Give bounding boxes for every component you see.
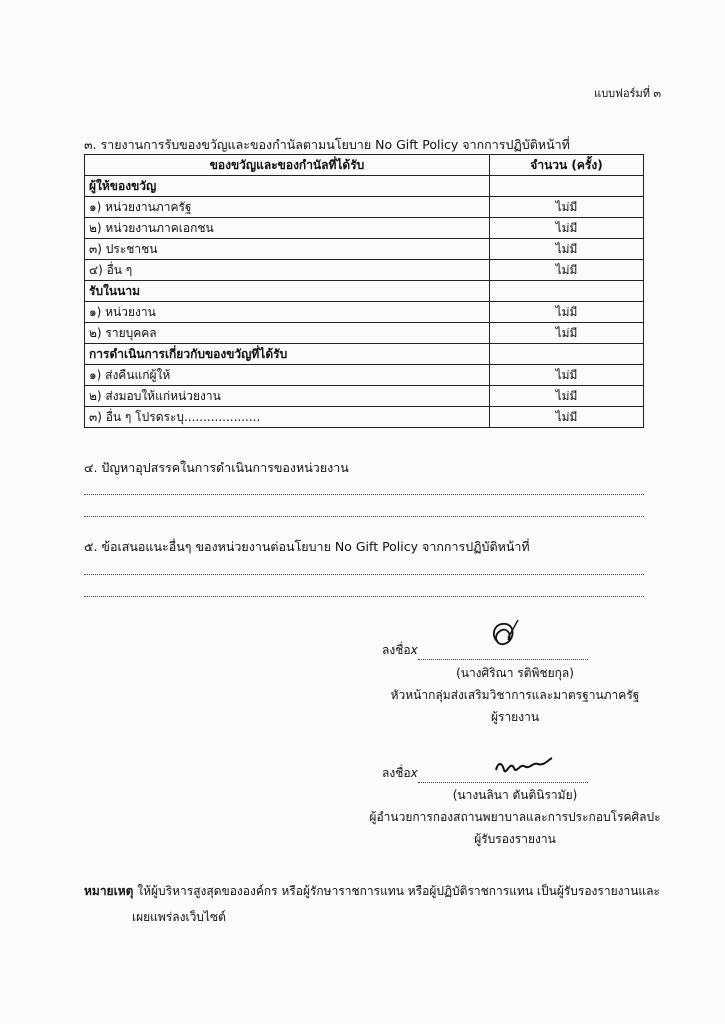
signature1-scribble bbox=[484, 616, 544, 652]
table-row bbox=[85, 365, 644, 386]
table-row bbox=[85, 302, 644, 323]
signature2-scribble bbox=[492, 752, 556, 780]
form-number: แบบฟอร์มที่ ๓ bbox=[594, 87, 661, 100]
signature2-role: ผู้รับรองรายงาน bbox=[474, 832, 556, 846]
row-label: ๒) ส่งมอบให้แก่หน่วยงาน bbox=[85, 386, 490, 407]
signature2-mark: x bbox=[410, 766, 418, 780]
table-group-row bbox=[85, 176, 644, 197]
signature2-label: ลงชื่อ bbox=[382, 766, 411, 780]
signature2-position: ผู้อำนวยการกองสถานพยาบาลและการประกอบโรคศิลปะ bbox=[369, 810, 661, 824]
section5-blank-line-1 bbox=[84, 574, 644, 575]
row-count bbox=[490, 344, 644, 365]
row-count: ไม่มี bbox=[490, 197, 644, 218]
signature1-mark: x bbox=[410, 643, 418, 657]
row-label: ๓) อื่น ๆ โปรดระบุ.................... bbox=[85, 407, 490, 428]
signature2-name: (นางนลินา ตันตินิรามัย) bbox=[452, 788, 578, 802]
signature1-role: ผู้รายงาน bbox=[490, 710, 540, 724]
row-label: ๒) รายบุคคล bbox=[85, 323, 490, 344]
table-row bbox=[85, 323, 644, 344]
signature1-position: หัวหน้ากลุ่มส่งเสริมวิชาการและมาตรฐานภาครัฐ bbox=[390, 688, 640, 702]
table-row bbox=[85, 218, 644, 239]
row-label: ๔) อื่น ๆ bbox=[85, 260, 490, 281]
row-label: ๑) หน่วยงาน bbox=[85, 302, 490, 323]
row-label: ๒) หน่วยงานภาคเอกชน bbox=[85, 218, 490, 239]
table-row bbox=[85, 407, 644, 428]
row-label: ๑) หน่วยงานภาครัฐ bbox=[85, 197, 490, 218]
row-label: ผู้ให้ของขวัญ bbox=[85, 176, 490, 197]
section5-title: ๕. ข้อเสนอแนะอื่นๆ ของหน่วยงานต่อนโยบาย No Gift Policy จากการปฏิบัติหน้าที่ bbox=[84, 539, 530, 554]
section3-title: ๓. รายงานการรับของขวัญและของกำนัลตามนโยบาย No Gift Policy จากการปฏิบัติหน้าที่ bbox=[84, 137, 570, 152]
signature1-label: ลงชื่อ bbox=[382, 643, 411, 657]
row-count: ไม่มี bbox=[490, 239, 644, 260]
note-text-continued: เผยแพร่ลงเว็บไซต์ bbox=[132, 910, 226, 924]
section4-blank-line-2 bbox=[84, 516, 644, 517]
table-row bbox=[85, 197, 644, 218]
note-label: หมายเหตุ bbox=[84, 884, 134, 898]
header-count: จำนวน (ครั้ง) bbox=[490, 155, 644, 176]
section5-blank-line-2 bbox=[84, 596, 644, 597]
row-label: การดำเนินการเกี่ยวกับของขวัญที่ได้รับ bbox=[85, 344, 490, 365]
table-header-row bbox=[85, 155, 644, 176]
header-item: ของขวัญและของกำนัลที่ได้รับ bbox=[85, 155, 490, 176]
row-count bbox=[490, 281, 644, 302]
table-row bbox=[85, 260, 644, 281]
signature2-row bbox=[382, 764, 588, 783]
row-count: ไม่มี bbox=[490, 386, 644, 407]
row-label: รับในนาม bbox=[85, 281, 490, 302]
signature1-name: (นางศิริณา รติพิชยกุล) bbox=[456, 666, 574, 680]
row-count: ไม่มี bbox=[490, 260, 644, 281]
row-count: ไม่มี bbox=[490, 302, 644, 323]
gift-report-table bbox=[84, 154, 644, 428]
row-count: ไม่มี bbox=[490, 365, 644, 386]
row-label: ๓) ประชาชน bbox=[85, 239, 490, 260]
row-count bbox=[490, 176, 644, 197]
section4-blank-line-1 bbox=[84, 494, 644, 495]
table-group-row bbox=[85, 344, 644, 365]
note bbox=[84, 882, 660, 901]
section4-title: ๔. ปัญหาอุปสรรคในการดำเนินการของหน่วยงาน bbox=[84, 460, 349, 475]
table-row bbox=[85, 239, 644, 260]
note-text: ให้ผู้บริหารสูงสุดขององค์กร หรือผู้รักษาราชการแทน หรือผู้ปฏิบัติราชการแทน เป็นผู้รับรองรายงานและ bbox=[137, 884, 660, 898]
table-row bbox=[85, 386, 644, 407]
row-count: ไม่มี bbox=[490, 323, 644, 344]
row-count: ไม่มี bbox=[490, 407, 644, 428]
row-count: ไม่มี bbox=[490, 218, 644, 239]
row-label: ๑) ส่งคืนแก่ผู้ให้ bbox=[85, 365, 490, 386]
table-group-row bbox=[85, 281, 644, 302]
